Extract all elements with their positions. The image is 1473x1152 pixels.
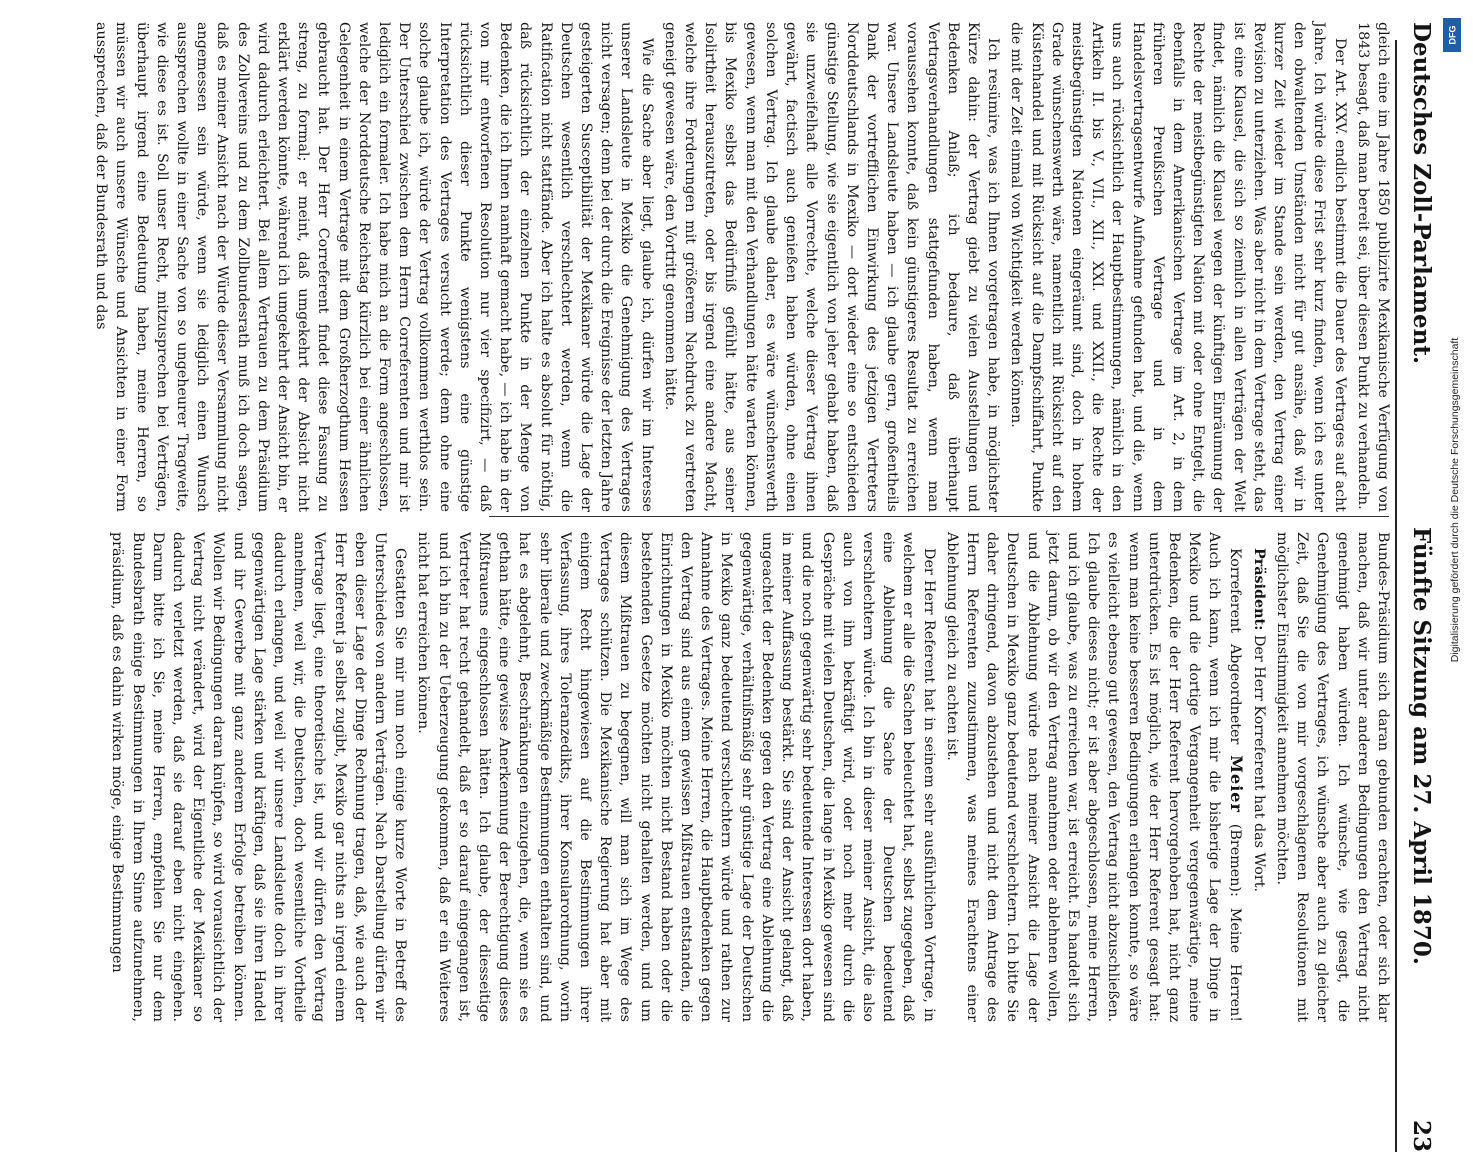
president-text: Der Herr Korreferent hat das Wort.	[1250, 634, 1267, 893]
dfg-logo-text: DFG	[1447, 25, 1457, 45]
paragraph: Wie die Sache aber liegt, glaube ich, dürfen wir im Interesse unserer Landsleute in Mexiko die Genehmigung des Vertrages nicht versagen; denn bei der durch die Ereignisse der letzten Jahre gesteigerten Susceptibilität der Mexikaner würde die Lage der Deutschen wesentlich verschlechtert werden, wenn die Ratification nicht stattfände. Aber ich halte es absolut für nöthig, daß rücksichtlich der einzelnen Punkte in der Menge von Bedenken, die ich Ihnen namhaft gemacht habe, — ich habe in der von mir entworfenen Resolution nur vier specifizirt, — daß rücksichtlich dieser Punkte wenigstens eine günstige Interpretation des Vertrages versucht werde; denn ohne eine solche glaube ich, würde der Vertrag vollkommen werthlos sein. Der Unterschied zwischen dem Herrn Correferenten und mir ist lediglich ein formaler. Ich habe mich an die Form angeschlossen, welche der Norddeutsche Reichstag kürzlich bei einer ähnlichen Gelegenheit in einem Vertrage mit dem Großherzogthum Hessen gebraucht hat. Der Herr Correferent findet diese Fassung zu streng, zu formal; er meint, daß umgekehrt der Absicht nicht erklärt werden könnte, während ich umgekehrt der Ansicht bin, er wird dadurch erleichtert. Bei allem Vertrauen zu dem Präsidium des Zollvereins und zu dem Zollbundesrath muß ich doch sagen, daß es meiner Ansicht nach der Würde dieser Versammlung nicht angemessen sein würde, wenn sie lediglich einen Wunsch aussprechen wollte in einer Sache von so ungeheurer Tragweite, wie diese es ist. Soll unser Recht, mitzusprechen bei Verträgen, überhaupt irgend eine Bedeutung haben, meine Herren, so müssen wir auch unsere Wünsche und Ansichten in einer Form aussprechen, daß der Bundesrath und das	[93, 22, 655, 512]
paragraph: Ich resümire, was ich Ihnen vorgetragen habe, in möglichster Kürze dahin: der Vertrag giebt zu vielen Ausstellungen und Bedenken Anlaß; ich bedaure, daß überhaupt Vertragsverhandlungen stattgefunden haben, wenn man voraussehen konnte, daß kein günstigeres Resultat zu erreichen war. Unsere Landsleute haben — ich glaube gern, großentheils Dank der vortrefflichen Einwirkung des jetzigen Vertreters Norddeutschlands in Mexiko — dort wieder eine so entschieden günstige Stellung, wie sie eigentlich von jeher gehabt haben, daß sie unzweifelhaft alle Vorrechte, welche dieser Vertrag ihnen gewährt, factisch auch genießen haben würden, ohne einen solchen Vertrag. Ich glaube daher, es wäre wünschenswerth gewesen, wenn man mit den Verhandlungen hätte warten können, bis Mexiko selbst das Bedürfniß gefühlt hätte, aus seiner Isolirtheit herauszutreten, oder bis irgend eine andere Macht, welche ihre Forderungen mit größerem Nachdruck zu vertreten geneigt gewesen wäre, den Vortritt genommen hätte.	[661, 22, 1002, 512]
running-title: Deutsches Zoll-Parlament.	[1408, 22, 1435, 365]
session-heading: Fünfte Sitzung am 27. April 1870.	[1408, 527, 1435, 965]
page-header	[1395, 22, 1443, 1152]
paragraph: Bundes-Präsidium sich daran gebunden erachten, oder sich klar machen, daß wir unter anderen Bedingungen den Vertrag nicht genehmigt haben würden. Ich wünsche, wie gesagt, die Genehmigung des Vertrages, ich wünsche aber auch zu gleicher Zeit, daß Sie die von mir vorgeschlagenen Resolutionen mit möglichster Einstimmigkeit annehmen möchten.	[1273, 532, 1391, 1022]
right-column	[109, 532, 1393, 1023]
coreferent-intro: Korreferent Abgeordneter	[1226, 548, 1243, 745]
column-divider	[489, 516, 1389, 517]
speaker-place: (Bremen):	[1226, 823, 1243, 897]
speaker-name: Meier	[1226, 755, 1246, 813]
left-column	[93, 22, 1393, 512]
paragraph: Der Art. XXV. endlich bestimmt die Dauer des Vertrages auf acht Jahre. Ich würde diese Frist sehr kurz finden, wenn ich es unter den obwaltenden Umständen nicht für gut ansähe, daß wir in kurzer Zeit wieder im Stande sein werden, den Vertrag einer Revision zu unterziehen. Was aber nicht in dem Vertrage steht, das ist eine Klausel, die sich so ziemlich in allen Verträgen der Welt findet, nämlich die Klausel wegen der künftigen Einräumung der Rechte der meistbegünstigten Nation mit oder ohne Entgelt, die ebenfalls in dem Amerikanischen Vertrage im Art. 2, in dem früheren Preußischen Vertrage und in dem Handelsvertragsentwurfe Aufnahme gefunden hat, und die, wenn uns auch rücksichtlich der Hauptbestimmungen, nämlich in den Artikeln II. bis V., VII., XII., XXI. und XXII., die Rechte der meistbegünstigten Nationen eingeräumt sind, doch in hohem Grade wünschenswerth wäre, namentlich mit Rücksicht auf den Küstenhandel und mit Rücksicht auf die Dampfschiffahrt, Punkte die mit der Zeit einmal von Wichtigkeit werden können.	[1008, 22, 1348, 512]
header-rule	[1395, 40, 1397, 1152]
president-label: Präsident:	[1250, 548, 1267, 631]
digitization-note	[1441, 20, 1469, 980]
coreferent-speech	[942, 532, 1246, 1022]
president-statement	[1249, 532, 1269, 1022]
paragraph: Der Herr Referent hat in seinem sehr ausführlichen Vortrage, in welchem er alle die Sachen beleuchtet hat, selbst zugegeben, daß eine Ablehnung die Sache der Deutschen bedeutend verschlechtern würde. Ich bin in dieser meiner Ansicht, die also auch von ihm bekräftigt wird, oder noch mehr durch die Gespräche mit vielen Deutschen, die lange in Mexiko gewesen sind und die noch gegenwärtig sehr bedeutende Interessen dort haben, in meiner Auffassung bestärkt. Sie sind der Ansicht gelangt, daß ungeachtet der Bedenken gegen den Vertrag eine Ablehnung die gegenwärtige, verhältnißmäßig sehr günstige Lage der Deutschen in Mexiko ganz bedeutend verschlechtern würde und rathen zur Annahme des Vertrages. Meine Herren, die Hauptbedenken gegen den Vertrag sind aus einem gewissen Mißtrauen entstanden, die Einrichtungen in Mexiko möchten nicht Bestand haben oder die bestehenden Gesetze möchten nicht gehalten werden, und um diesem Mißtrauen zu begegnen, will man sich im Wege des Vertrages schützen. Die Mexikanische Regierung hat aber mit einigem Recht hingewiesen auf die Bestimmungen ihrer Verfassung, ihres Toleranzedikts, ihrer Konsularordnung, worin sehr liberale und zweckmäßige Bestimmungen enthalten sind, und hat es abgelehnt, Beschränkungen einzugehen, die, wenn sie es gethan hätte, eine gewisse Anerkennung der Berechtigung dieses Mißtrauens eingeschlossen hätten. Ich glaube, der diesseitige Vertreter hat recht gehandelt, daß er so darauf eingegangen ist, und ich bin zu der Ueberzeugung gekommen, daß er ein Weiteres nicht hat erreichen können.	[415, 532, 937, 1022]
paragraph: Gestatten Sie mir nun noch einige kurze Worte in Betreff des Unterschiedes von andern Verträgen. Nach Darstellung dürfen wir eben dieser Lage der Dinge Rechnung tragen, daß, wie auch der Herr Referent ja selbst zugibt, Mexiko gar nichts an irgend einem Vertrage liegt, eine theoretische ist, und wir dürfen den Vertrag annehmen, weil wir, die Deutschen, doch wesentliche Vortheile dadurch erlangen, und weil wir unsere Landsleute doch in ihrer gegenwärtigen Lage stärken und kräftigen, daß sie ihren Handel und ihr Gewerbe mit ganz anderem Erfolge betreiben können. Wollen wir Bedingungen daran knüpfen, so wird vorausichtlich der Vertrag nicht verändert, wird der Eigentliche der Mexikaner so dadurch verletzt werden, daß sie darauf eben nicht eingehen. Darum bitte ich Sie, meine Herren, empfehlen Sie nur dem Bundesbrath einige Bestimmungen in Ihrem Sinne aufzunehmen, präsidium, daß es dahin wirken möge, einige Bestimmungen	[109, 532, 409, 1022]
page-number: 23	[1408, 1119, 1435, 1152]
digitization-note-text: Digitalisierung gefördert durch die Deutsche Forschungsgemeinschaft	[1449, 337, 1461, 663]
speech-text: Meine Herren! Auch ich kann, wenn ich mir die bisherige Lage der Dinge in Mexiko und die dortige Vergangenheit vergegenwärtige, meine Bedenken, die der Herr Referent hervorgehoben hat, nicht ganz unterdrücken. Es ist möglich, wie der Herr Referent gesagt hat: wenn man keine besseren Bedingungen erlangen konnte, so wäre es vielleicht ebenso gut gewesen, den Vertrag nicht abzuschließen. Ich glaube dieses nicht; er ist aber abgeschlossen, meine Herren, und ich glaube, was zu erreichen war, ist erreicht. Es handelt sich jetzt darum, ob wir den Vertrag annehmen oder ablehnen wollen, und die Ablehnung würde nach meiner Ansicht die Lage der Deutschen in Mexiko ganz bedeutend verschlechtern. Ich bitte Sie daher dringend, davon abzustehen und nicht dem Antrage des Herrn Referenten zuzustimmen, was meines Erachtens einer Ablehnung gleich zu achten ist.	[943, 532, 1243, 1023]
paragraph: gleich eine im Jahre 1850 publizirte Mexikanische Verfügung von 1843 besagt, daß man bereit sei, über diesen Punkt zu verhandeln.	[1354, 22, 1391, 512]
